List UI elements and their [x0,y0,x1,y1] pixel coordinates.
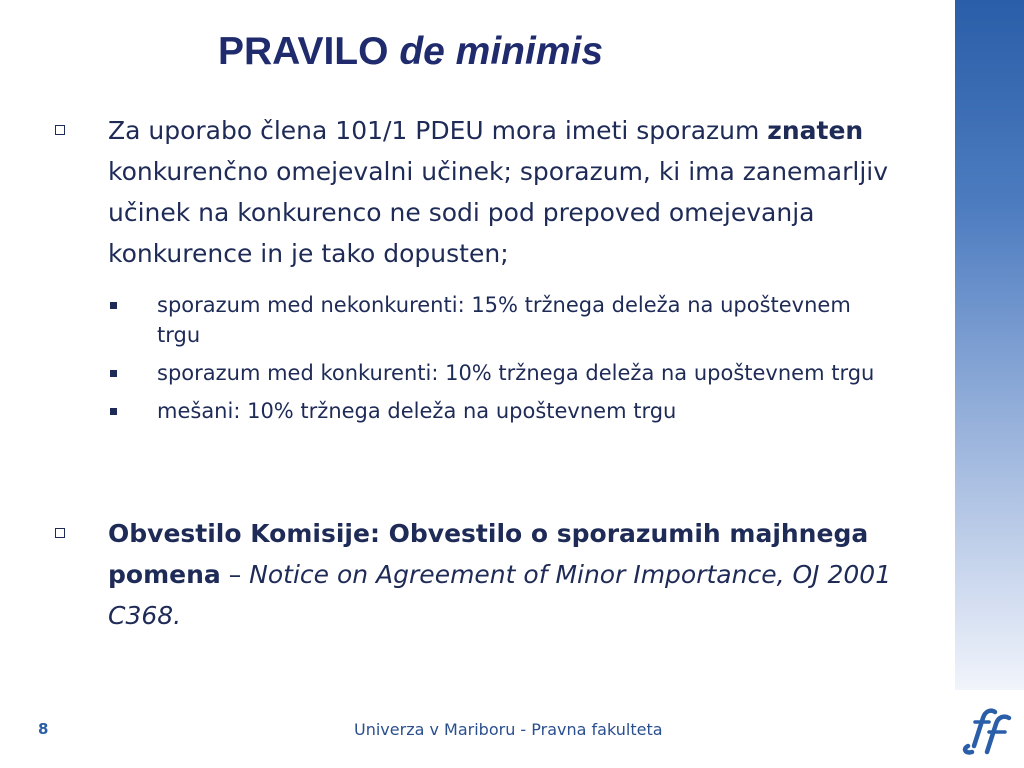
bullet-1-text-b: konkurenčno omejevalni učinek; sporazum, ki ima zanemarljiv učinek na konkurenco ne sodi pod prepoved omejevanja konkurence in je tako dopusten; [108,157,889,268]
sub-bullet-list [108,290,888,434]
filled-square-bullet-icon [110,302,117,309]
sub-bullet-item [108,290,888,350]
sub-bullet-item [108,396,888,426]
bullet-2-italic: Notice on Agreement of Minor Importance, OJ 2001 C368. [108,560,892,630]
sub-bullet-text: mešani: 10% tržnega deleža na upoštevnem trgu [157,399,677,423]
bullet-1-bold: znaten [767,116,864,145]
filled-square-bullet-icon [110,370,117,377]
pf-logo-icon [958,702,1014,758]
sub-bullet-item [108,358,888,388]
side-gradient-band [955,0,1024,690]
bullet-item-2 [55,513,900,636]
bullet-2-dash: – [220,560,250,589]
bullet-2-text [108,513,900,636]
hollow-square-bullet-icon [55,528,65,538]
bullet-item-1 [55,110,900,274]
title-main: PRAVILO [218,30,389,73]
sub-bullet-text: sporazum med konkurenti: 10% tržnega deleža na upoštevnem trgu [157,361,875,385]
page-number: 8 [38,720,49,738]
bullet-1-text-a: Za uporabo člena 101/1 PDEU mora imeti sporazum [108,116,768,145]
sub-bullet-text: sporazum med nekonkurenti: 15% tržnega deleža na upoštevnem trgu [157,293,851,347]
title-italic: de minimis [399,30,604,73]
footer-institution: Univerza v Mariboru - Pravna fakulteta [354,720,663,739]
bullet-1-text [108,110,900,274]
slide-title [218,30,603,74]
hollow-square-bullet-icon [55,125,65,135]
bullet-2-bold: Obvestilo Komisije: Obvestilo o sporazumih majhnega pomena [108,519,869,589]
filled-square-bullet-icon [110,408,117,415]
